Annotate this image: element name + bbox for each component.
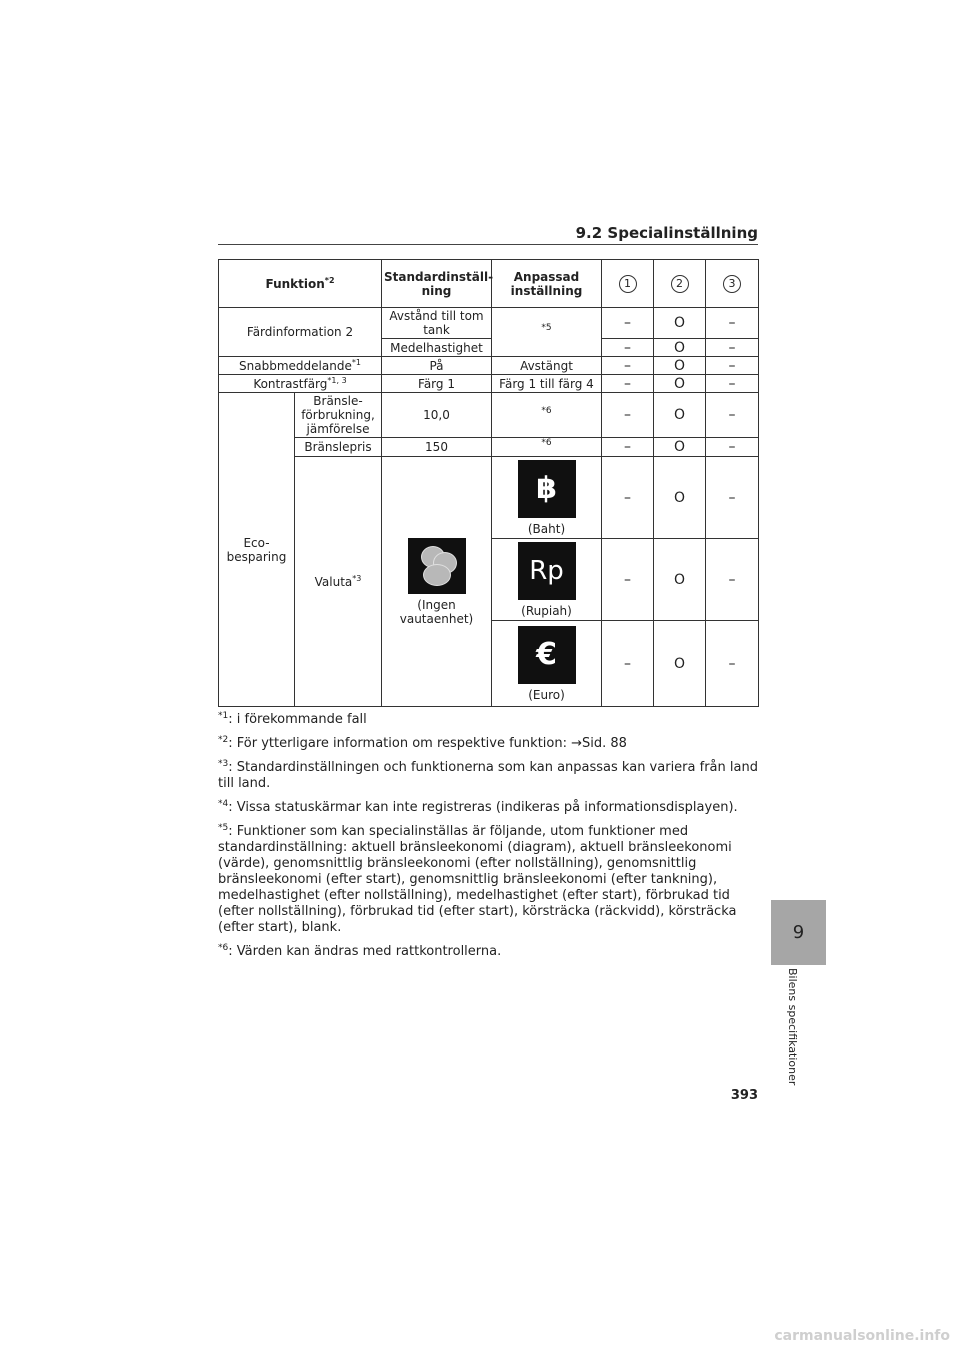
watermark: carmanualsonline.info	[774, 1328, 950, 1344]
cell-default: På	[382, 357, 492, 375]
cell-custom-note: *5	[492, 308, 602, 357]
mark-cell: –	[602, 339, 654, 357]
chapter-label: Bilens specifikationer	[786, 968, 799, 1086]
mark-cell: –	[706, 308, 759, 339]
mark-cell: –	[706, 539, 759, 621]
cell-sub2: Medelhastighet	[382, 339, 492, 357]
cell-price-label: Bränslepris	[295, 438, 382, 457]
header-col1: 1	[602, 260, 654, 308]
mark-cell: O	[654, 339, 706, 357]
currency-option-label: (Euro)	[528, 687, 565, 702]
baht-icon: ฿	[518, 460, 576, 518]
mark-cell: O	[654, 357, 706, 375]
currency-option-rupiah	[492, 539, 602, 621]
cell-sub1: Avstånd till tom tank	[382, 308, 492, 339]
footnotes	[218, 712, 763, 968]
mark-cell: –	[706, 339, 759, 357]
header-default: Standardinställ- ning	[382, 260, 492, 308]
cell-custom: Avstängt	[492, 357, 602, 375]
footnote: $^{*1}$: i förekommande fall	[218, 711, 367, 727]
footnote: $^{*3}$: Standardinställningen och funktionerna som kan anpassas kan variera från land till land.	[218, 759, 758, 791]
mark-cell: –	[602, 375, 654, 393]
row-label-kontrast: Kontrastfärg$^{*1, 3}$	[219, 375, 382, 393]
mark-cell: –	[706, 438, 759, 457]
mark-cell: O	[654, 375, 706, 393]
cell-default: 10,0	[382, 393, 492, 438]
footnote: $^{*2}$: För ytterligare information om respektive funktion: →Sid. 88	[218, 735, 627, 751]
cell-currency-default	[382, 457, 492, 707]
currency-option-label: (Rupiah)	[521, 603, 572, 618]
cell-custom-note: *6	[492, 393, 602, 438]
footnote: $^{*4}$: Vissa statuskärmar kan inte registreras (indikeras på informationsdisplayen).	[218, 799, 738, 815]
currency-option-label: (Baht)	[527, 521, 566, 536]
cell-default: 150	[382, 438, 492, 457]
mark-cell: O	[654, 438, 706, 457]
footnote: $^{*5}$: Funktioner som kan specialinställas är följande, utom funktioner med standardinställning: aktuell bränsleekonomi (diagram), aktuell bränsleekonomi (värde), genomsnittlig bränsleekonomi (efter nollställning), genomsnittlig bränsleekonomi (efter start), genomsnittlig bränsleekonomi (efter tankning), medelhastighet (efter nollställning), medelhastighet (efter start), förbrukad tid (efter nollställning), förbrukad tid (efter start), körsträcka (räckvidd), körsträcka (efter start), blank.	[218, 823, 737, 935]
page-number: 393	[730, 1088, 758, 1103]
footnote: $^{*6}$: Värden kan ändras med rattkontrollerna.	[218, 943, 502, 959]
mark-cell: O	[654, 539, 706, 621]
table-row	[219, 457, 759, 539]
coins-icon	[408, 538, 466, 594]
table-row	[219, 308, 759, 339]
table-row	[219, 393, 759, 438]
table-row	[219, 357, 759, 375]
row-label-fardinformation: Färdinformation 2	[219, 308, 382, 357]
mark-cell: –	[706, 357, 759, 375]
mark-cell: –	[602, 457, 654, 539]
settings-table	[218, 259, 759, 707]
rupiah-icon: Rp	[518, 542, 576, 600]
currency-option-euro	[492, 621, 602, 707]
section-title: 9.2 Specialinställning	[575, 224, 758, 242]
euro-icon: €	[518, 626, 576, 684]
mark-cell: –	[602, 393, 654, 438]
header-function: Funktion$^{*2}$	[219, 260, 382, 308]
chapter-number: 9	[792, 922, 805, 943]
cell-custom-note: *6	[492, 438, 602, 457]
mark-cell: –	[602, 308, 654, 339]
header-col3: 3	[706, 260, 759, 308]
table-row	[219, 375, 759, 393]
cell-default: Färg 1	[382, 375, 492, 393]
cell-custom: Färg 1 till färg 4	[492, 375, 602, 393]
header-divider	[218, 244, 758, 245]
table-row	[219, 438, 759, 457]
mark-cell: O	[654, 457, 706, 539]
mark-cell: –	[602, 539, 654, 621]
row-label-snabb: Snabbmeddelande$^{*1}$	[219, 357, 382, 375]
mark-cell: –	[706, 621, 759, 707]
mark-cell: –	[706, 393, 759, 438]
mark-cell: O	[654, 308, 706, 339]
cell-currency-label: Valuta$^{*3}$	[295, 457, 382, 707]
mark-cell: –	[602, 438, 654, 457]
mark-cell: –	[706, 457, 759, 539]
mark-cell: O	[654, 393, 706, 438]
mark-cell: –	[602, 357, 654, 375]
header-col2: 2	[654, 260, 706, 308]
mark-cell: O	[654, 621, 706, 707]
currency-default-label: (Ingen vautaenhet)	[399, 597, 474, 626]
currency-option-baht	[492, 457, 602, 539]
table-header-row	[219, 260, 759, 308]
mark-cell: –	[602, 621, 654, 707]
row-label-eco: Eco- besparing	[219, 393, 295, 707]
mark-cell: –	[706, 375, 759, 393]
header-custom: Anpassad inställning	[492, 260, 602, 308]
cell-fuel-label: Bränsle- förbrukning, jämförelse	[295, 393, 382, 438]
